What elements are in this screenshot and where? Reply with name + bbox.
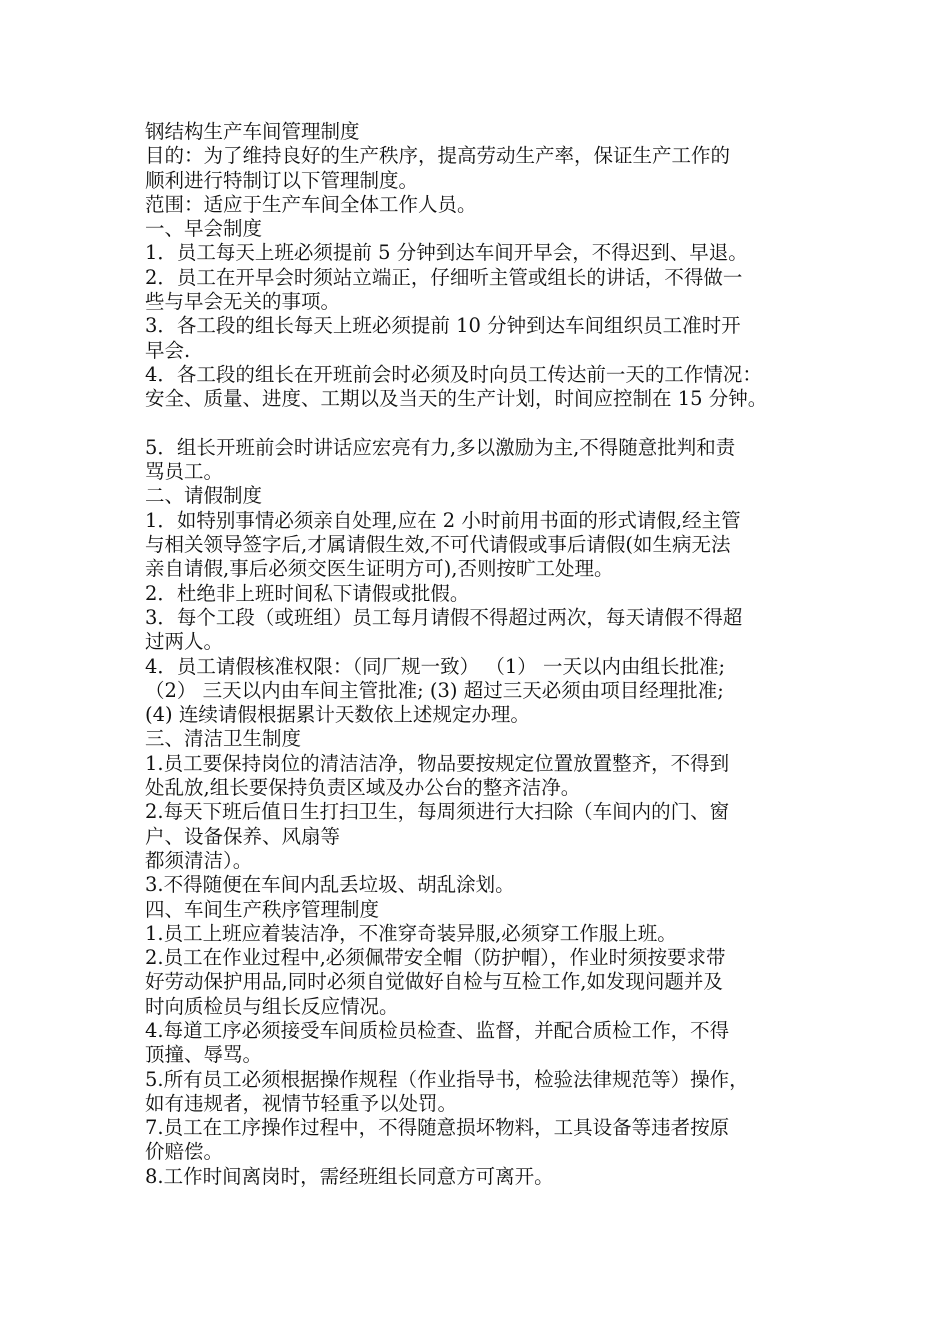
- text-line: 5．组长开班前会时讲话应宏亮有力,多以激励为主,不得随意批判和责: [145, 435, 736, 459]
- text-line: 处乱放,组长要保持负责区域及办公台的整齐洁净。: [145, 776, 581, 800]
- text-line: 价赔偿。: [145, 1140, 224, 1164]
- text-line: （2） 三天以内由车间主管批准; (3) 超过三天必须由项目经理批准;: [145, 678, 724, 702]
- text-line: 亲自请假,事后必须交医生证明方可),否则按旷工处理。: [145, 557, 614, 581]
- text-line: 早会.: [145, 338, 191, 362]
- text-line: 过两人。: [145, 630, 224, 654]
- section-heading: 四、车间生产秩序管理制度: [145, 897, 380, 921]
- text-line: 顺利进行特制订以下管理制度。: [145, 168, 419, 192]
- text-line: 都须清洁）。: [145, 848, 253, 872]
- text-line: (4) 连续请假根据累计天数依上述规定办理。: [145, 703, 530, 727]
- text-line: 1.员工要保持岗位的清洁洁净，物品要按规定位置放置整齐，不得到: [145, 751, 730, 775]
- text-line: 好劳动保护用品,同时必须自觉做好自检与互检工作,如发现问题并及: [145, 970, 723, 994]
- text-line: 2．员工在开早会时须站立端正，仔细听主管或组长的讲话，不得做一: [145, 265, 743, 289]
- text-line: 安全、质量、进度、工期以及当天的生产计划，时间应控制在 15 分钟。: [145, 387, 768, 411]
- blank-line: [145, 412, 825, 436]
- text-line: 2．杜绝非上班时间私下请假或批假。: [145, 581, 470, 605]
- text-line: 3．每个工段（或班组）员工每月请假不得超过两次，每天请假不得超: [145, 605, 743, 629]
- text-line: 4．员工请假核准权限：（同厂规一致） （1） 一天以内由组长批准;: [145, 654, 726, 678]
- text-line: 1．如特别事情必须亲自处理,应在 2 小时前用书面的形式请假,经主管: [145, 508, 741, 532]
- text-line: 2.员工在作业过程中,必须佩带安全帽（防护帽），作业时须按要求带: [145, 946, 726, 970]
- text-line: 些与早会无关的事项。: [145, 290, 341, 314]
- text-line: 4.每道工序必须接受车间质检员检查、监督，并配合质检工作，不得: [145, 1018, 730, 1042]
- text-line: 8.工作时间离岗时，需经班组长同意方可离开。: [145, 1164, 554, 1188]
- text-line: 时向质检员与组长反应情况。: [145, 994, 399, 1018]
- text-line: 5.所有员工必须根据操作规程（作业指导书，检验法律规范等）操作，: [145, 1067, 749, 1091]
- section-heading: 三、清洁卫生制度: [145, 727, 302, 751]
- text-line: 户、设备保养、风扇等: [145, 824, 341, 848]
- text-line: 2.每天下班后值日生打扫卫生，每周须进行大扫除（车间内的门、窗: [145, 800, 730, 824]
- document-body: [145, 120, 825, 1189]
- text-line: 4．各工段的组长在开班前会时必须及时向员工传达前一天的工作情况：: [145, 362, 762, 386]
- text-line: 1．员工每天上班必须提前 5 分钟到达车间开早会，不得迟到、早退。: [145, 241, 748, 265]
- text-line: 与相关领导签字后,才属请假生效,不可代请假或事后请假(如生病无法: [145, 533, 731, 557]
- document-title: 钢结构生产车间管理制度: [145, 120, 360, 143]
- text-line: 3．各工段的组长每天上班必须提前 10 分钟到达车间组织员工准时开: [145, 314, 741, 338]
- section-heading: 二、请假制度: [145, 484, 263, 508]
- text-line: 范围：适应于生产车间全体工作人员。: [145, 192, 477, 216]
- section-heading: 一、早会制度: [145, 217, 263, 241]
- text-line: 顶撞、辱骂。: [145, 1043, 263, 1067]
- text-line: 骂员工。: [145, 460, 224, 484]
- text-line: 如有违规者，视情节轻重予以处罚。: [145, 1091, 458, 1115]
- text-line: 7.员工在工序操作过程中，不得随意损坏物料，工具设备等违者按原: [145, 1116, 730, 1140]
- text-line: 目的：为了维持良好的生产秩序，提高劳动生产率，保证生产工作的: [145, 144, 731, 168]
- text-line: 3.不得随便在车间内乱丢垃圾、胡乱涂划。: [145, 873, 515, 897]
- text-line: 1.员工上班应着装洁净，不准穿奇装异服,必须穿工作服上班。: [145, 921, 677, 945]
